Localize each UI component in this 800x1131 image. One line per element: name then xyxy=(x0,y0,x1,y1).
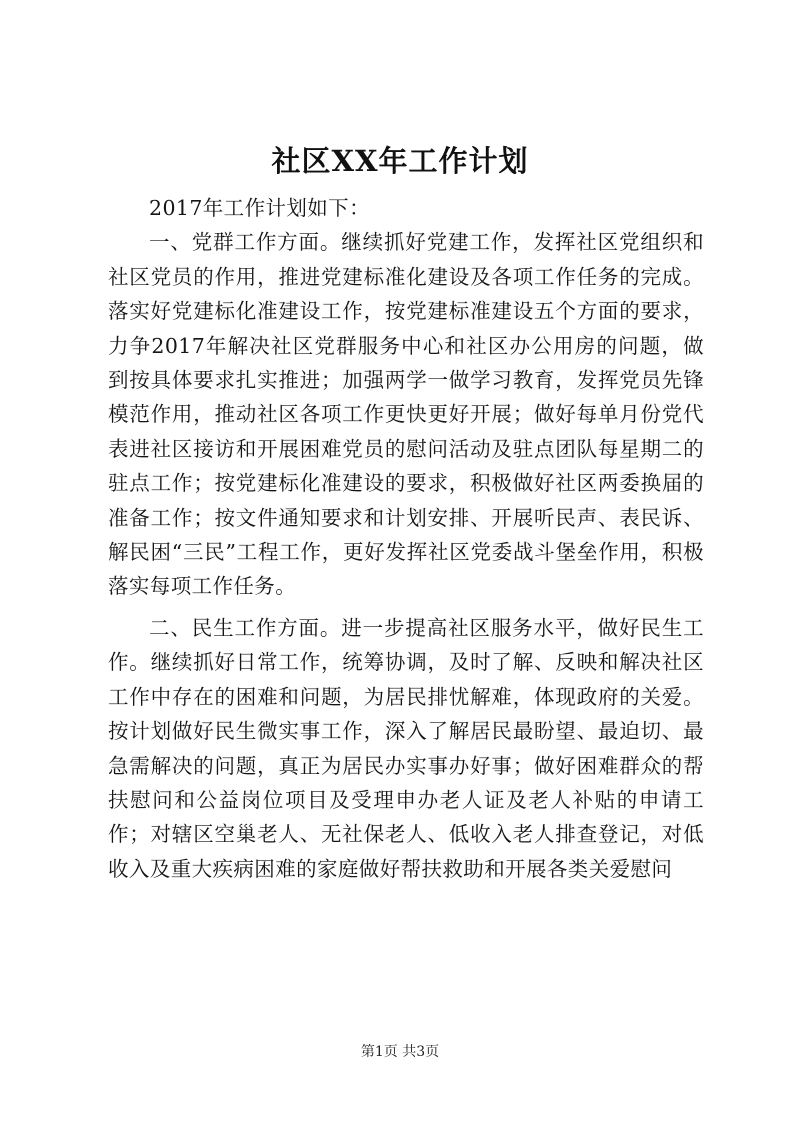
paragraph-party-work: 一、党群工作方面。继续抓好党建工作，发挥社区党组织和社区党员的作用，推进党建标准化建设及各项工作任务的完成。落实好党建标化准建设工作，按党建标准建设五个方面的要求，力争2017年解决社区党群服务中心和社区办公用房的问题，做到按具体要求扎实推进；加强两学一做学习教育，发挥党员先锋模范作用，推动社区各项工作更快更好开展；做好每单月份党代表进社区接访和开展困难党员的慰问活动及驻点团队每星期二的驻点工作；按党建标化准建设的要求，积极做好社区两委换届的准备工作；按文件通知要求和计划安排、开展听民声、表民诉、解民困“三民”工程工作，更好发挥社区党委战斗堡垒作用，积极落实每项工作任务。 xyxy=(108,230,704,599)
intro-line: 2017年工作计划如下： xyxy=(149,196,370,220)
document-body xyxy=(108,191,704,886)
document-title: 社区XX年工作计划 xyxy=(271,144,529,178)
paragraph-livelihood-work: 二、民生工作方面。进一步提高社区服务水平，做好民生工作。继续抓好日常工作，统筹协调，及时了解、反映和解决社区工作中存在的困难和问题，为居民排忧解难，体现政府的关爱。按计划做好民生微实事工作，深入了解居民最盼望、最迫切、最急需解决的问题，真正为居民办实事办好事；做好困难群众的帮扶慰问和公益岗位项目及受理申办老人证及老人补贴的申请工作；对辖区空巢老人、无社保老人、低收入老人排查登记，对低收入及重大疾病困难的家庭做好帮扶救助和开展各类关爱慰问 xyxy=(108,615,704,881)
page-footer: 第1页 共3页 xyxy=(360,1044,440,1060)
